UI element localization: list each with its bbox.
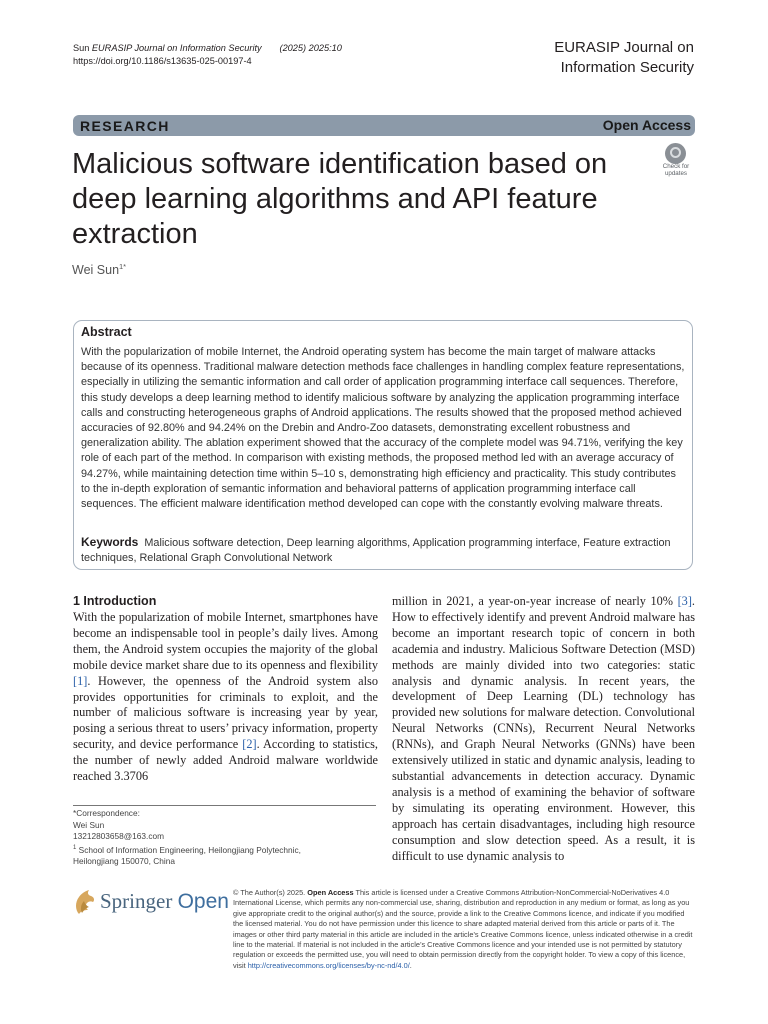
intro-column-left	[73, 610, 378, 785]
journal-name-line1: EURASIP Journal on	[554, 39, 694, 56]
affiliation	[73, 843, 301, 856]
citation-link[interactable]: [3]	[677, 594, 692, 608]
journal-name	[554, 38, 694, 78]
section-heading-introduction: 1 Introduction	[73, 594, 157, 608]
citation-author: Sun	[73, 43, 90, 53]
affiliation-line1: School of Information Engineering, Heilongjiang Polytechnic,	[78, 844, 301, 855]
check-updates-text	[657, 163, 695, 177]
springer-open-logo	[100, 889, 229, 914]
article-type-label: RESEARCH	[80, 118, 170, 134]
intro-text: million in 2021, a year-on-year increase of nearly 10%	[392, 594, 678, 608]
abstract-heading: Abstract	[81, 325, 132, 339]
license-text: This article is licensed under a Creative Commons Attribution-NonCommercial-NoDerivatives 4.0 International License, which permits any non-commercial use, sharing, distribution and reproduction in any medium or format, as long as you give appropriate credit to the original author(s) and the source, provide a link to the Creative Commons licence, and indicate if you modified the licensed material. You do not have permission under this licence to share adapted material derived from this article or parts of it. The images or other third party material in this article are included in the article’s Creative Commons licence, unless indicated otherwise in a credit line to the material. If material is not included in the article’s Creative Commons licence and your intended use is not permitted by statutory regulation or exceeds the permitted use, you will need to obtain permission directly from the copyright holder. To view a copy of this licence, visit	[233, 888, 693, 970]
intro-column-right	[392, 594, 695, 864]
keywords-list: Malicious software detection, Deep learning algorithms, Application programming interface, Feature extraction techniques, Relational Graph Convolutional Network	[81, 537, 671, 565]
license-open-access: Open Access	[307, 888, 354, 897]
publisher-name: Springer	[100, 889, 173, 913]
running-header	[73, 42, 342, 68]
citation-line	[73, 42, 342, 55]
doi-link[interactable]: https://doi.org/10.1186/s13635-025-00197-4	[73, 56, 252, 66]
license-end: .	[409, 960, 412, 970]
intro-text: . However, the openness of the Android system also provides opportunities for criminals to exploit, and the number of malicious software is increasing year by year, posing a serious threat to users’ privacy information, property security, and device performance	[73, 673, 378, 752]
license-statement	[233, 888, 695, 971]
citation-link[interactable]: [2]	[242, 737, 257, 752]
correspondence-footnote	[73, 808, 301, 867]
journal-name-line2: Information Security	[560, 59, 694, 76]
intro-text: . According to statistics, the number of newly added Android malware worldwide reached 3.3706	[73, 737, 378, 784]
author-marks: 1*	[119, 262, 127, 271]
affiliation-line2: Heilongjiang 150070, China	[73, 855, 175, 866]
abstract-text: With the popularization of mobile Internet, the Android operating system has become the main target of malware attacks because of its openness. Traditional malware detection methods face challenges in handling complex feature representations, especially in utilizing the semantic information and call order of application programming interface call sequences. Therefore, this study develops a deep learning method to identify malicious software by analyzing the application programming interface calls and constructing heterogeneous graphs of Android applications. The results showed that the proposed method achieved accuracies of 92.80% and 94.24% on the Drebin and Andro-Zoo datasets, demonstrating excellent robustness and generalization ability. The ablation experiment showed that the accuracy of the complete model was 94.71%, verifying the key role of each part of the method. In comparison with existing methods, the proposed method led with an average accuracy of 94.27%, while maintaining detection time within 5–10 s, demonstrating high efficiency and practicality. This study contributes to the in-depth exploration of semantic information and behavioral patterns of application programming interface call sequences. The efficient malware identification method developed can cope with the constantly evolving malware threats.	[81, 346, 685, 511]
check-updates-line2: updates	[664, 170, 688, 177]
footnote-divider	[73, 805, 376, 806]
intro-text: With the popularization of mobile Internet, smartphones have become an indispensable tool in people’s daily lives. Among them, the Android system occupies the majority of the global mobile device market share due to its openness and flexibility	[73, 610, 378, 672]
correspondence-name: Wei Sun	[73, 819, 105, 830]
keywords	[81, 535, 685, 566]
check-for-updates-badge[interactable]	[657, 142, 695, 180]
keywords-label: Keywords	[81, 535, 139, 549]
check-updates-icon-ring	[670, 147, 681, 158]
citation-journal: EURASIP Journal on Information Security	[91, 43, 262, 53]
license-url-link[interactable]: http://creativecommons.org/licenses/by-nc-nd/4.0/	[247, 960, 410, 970]
springer-horse-icon	[73, 888, 97, 916]
author-line	[72, 262, 126, 277]
citation-year: (2025) 2025:10	[279, 43, 342, 53]
license-lead: © The Author(s) 2025.	[233, 888, 306, 897]
article-title: Malicious software identification based on deep learning algorithms and API feature extraction	[72, 148, 608, 250]
intro-text: . How to effectively identify and prevent Android malware has become an important research topic of concern in both academia and industry. Malicious Software Detection (MSD) methods are mainly divided into two categories: static analysis and dynamic analysis. In recent years, the development of Deep Learning (DL) technology has provided new solutions for malware detection. Convolutional Neural Networks (CNNs), Recurrent Neural Networks (RNNs), and Graph Neural Networks (GNNs) have been extensively utilized in static and dynamic analysis, leading to substantial advancements in detection accuracy. Dynamic analysis is a method of examining the behavior of software by simulating its operating environment. However, this approach has certain disadvantages, including high resource consumption and slow detection speed. As a result, it is difficult to use dynamic analysis to	[392, 594, 695, 863]
affiliation-mark: 1	[73, 844, 77, 851]
publisher-open: Open	[177, 890, 229, 913]
author-name[interactable]: Wei Sun	[72, 263, 120, 278]
check-updates-line1: Check for	[662, 163, 690, 170]
correspondence-label: *Correspondence:	[73, 808, 140, 818]
open-access-label: Open Access	[602, 117, 691, 133]
citation-link[interactable]: [1]	[73, 673, 88, 688]
correspondence-email[interactable]: 13212803658@163.com	[73, 831, 165, 841]
